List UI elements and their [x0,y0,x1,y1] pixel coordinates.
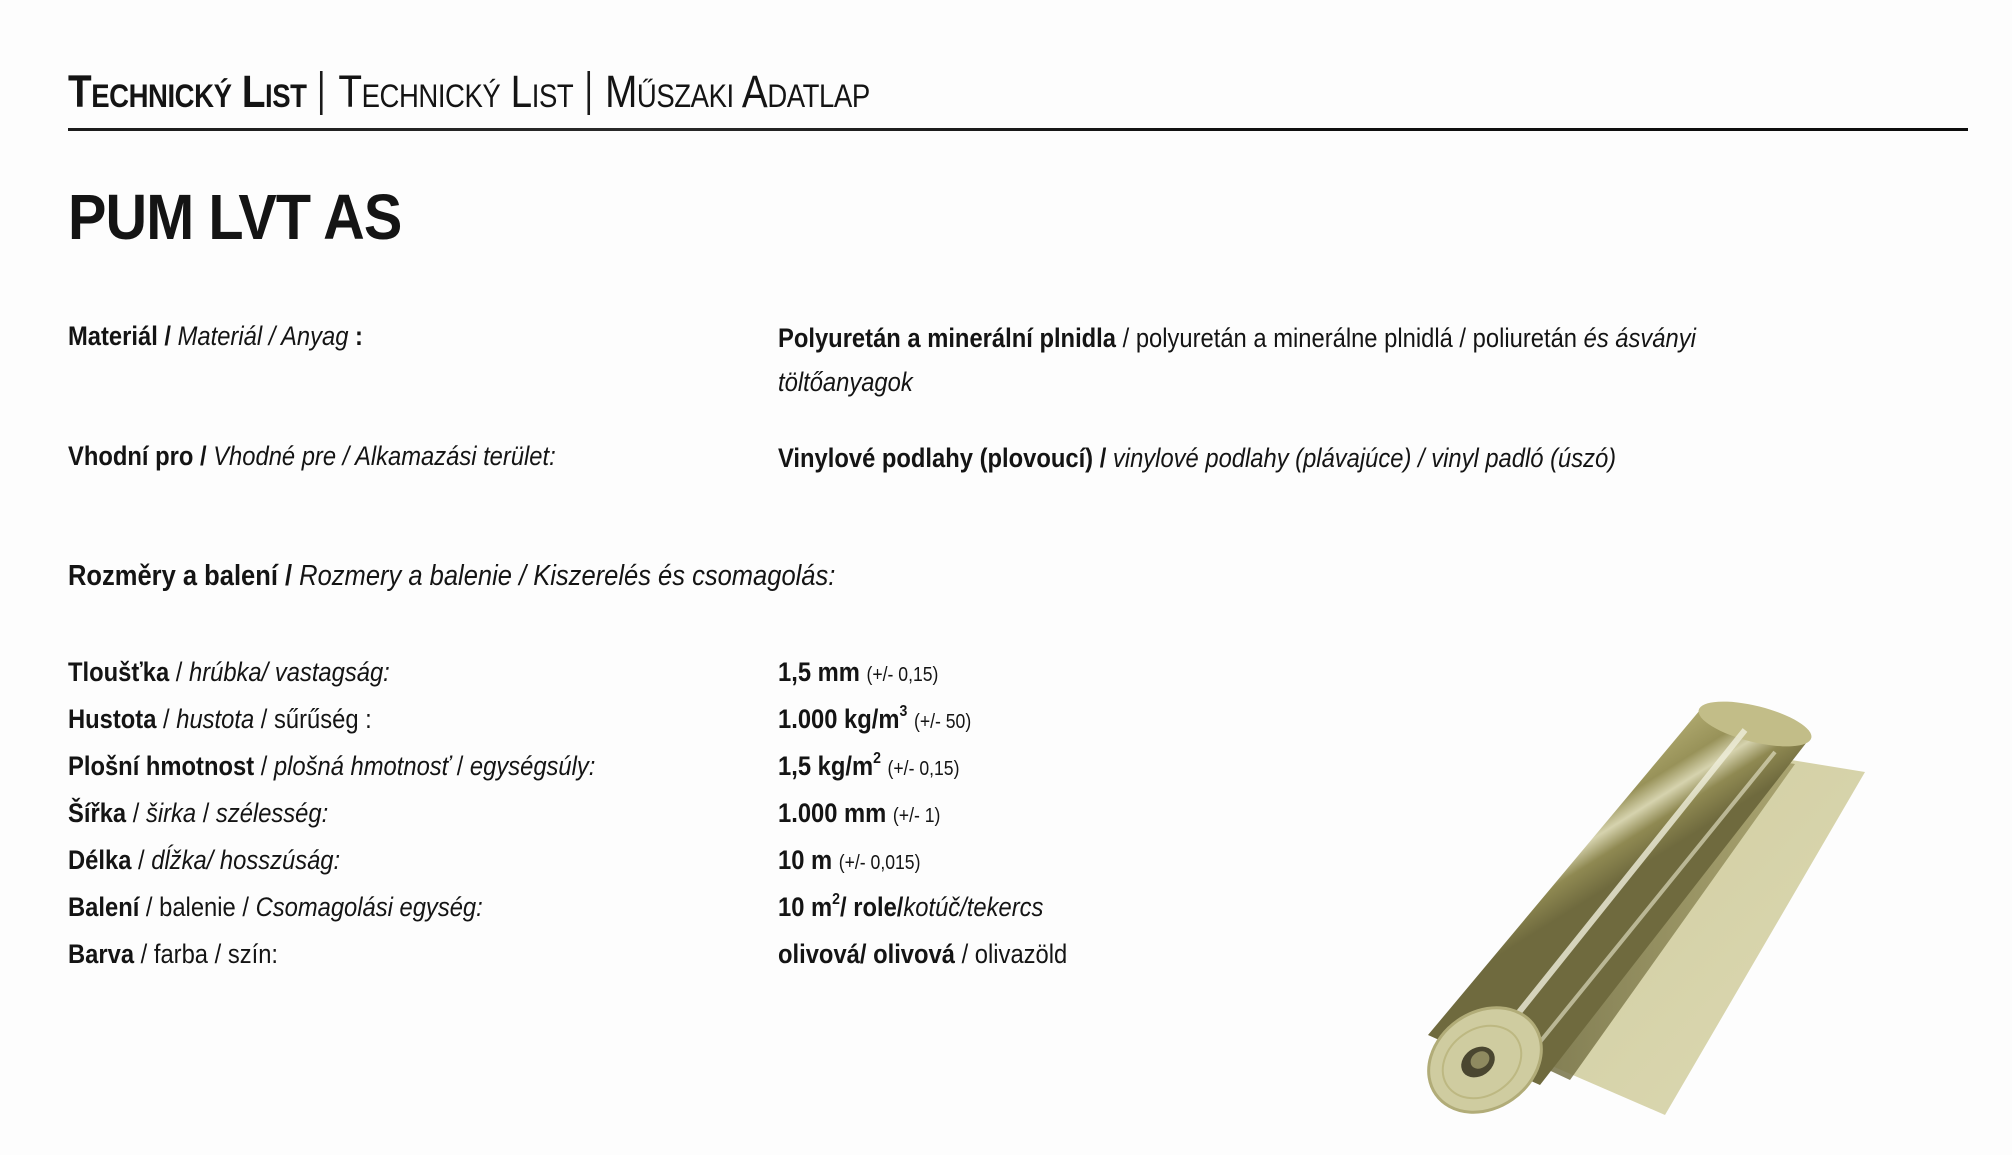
spec-label-hu: Csomagolási egység: [255,892,483,922]
spec-label-hu: egységsúly: [469,751,596,781]
underlay-roll-image [1400,690,1900,1140]
spec-superscript: 2 [873,750,881,767]
document-header [68,66,870,118]
spec-label-sk: farba [153,939,209,969]
material-value-sk: polyuretán a minerálne plnidlá [1135,323,1453,353]
dimensions-heading-hu: Kiszerelés és csomagolás: [533,560,836,592]
spec-label-hu: szélesség: [215,798,329,828]
spec-value-area-weight [778,748,959,787]
material-value-hu: poliuretán [1472,323,1577,353]
spec-label-cz: Hustota [68,704,157,734]
spec-value: 1,5 kg/m [778,751,874,781]
spec-value-sk: olivová [873,939,955,969]
spec-label-cz: Balení [68,892,140,922]
spec-label-cz: Tloušťka [68,657,170,687]
spec-value-cz: olivová/ [778,939,867,969]
dimensions-heading-sk: Rozmery a balenie [299,560,512,592]
header-divider [68,128,1968,131]
spec-value-thickness [778,654,938,693]
spec-tolerance: (+/- 0,15) [887,758,960,780]
material-label-sk: Materiál [177,321,263,351]
spec-value-width [778,795,940,834]
spec-value-hu: olivazöld [974,939,1068,969]
spec-superscript: 2 [832,891,840,908]
usage-value-sk: vinylové podlahy (plávajúce) [1112,443,1412,473]
usage-value-cz: Vinylové podlahy (plovoucí) [778,443,1094,473]
material-label-hu: Anyag [281,321,349,351]
label-colon: : [348,321,363,351]
usage-value-hu: vinyl padló (úszó) [1431,443,1617,473]
spec-label-hu: sűrűség : [274,704,372,734]
spec-tolerance: (+/- 50) [913,711,972,733]
spec-unit-hu: tekercs [966,892,1044,922]
spec-value-length [778,842,920,881]
spec-value: 1.000 mm [778,798,887,828]
spec-label-hu: vastagság: [274,657,390,687]
spec-tolerance: (+/- 0,015) [838,852,921,874]
spec-value-color: olivová/ olivová / olivazöld [778,939,1068,969]
spec-value: 1.000 kg/m [778,704,900,734]
spec-value: 10 m [778,845,833,875]
usage-label-hu: Alkamazási terület: [355,441,556,471]
material-value-line2: töltőanyagok [778,367,913,397]
spec-label-length: Délka / dĺžka/ hosszúság: [68,845,341,875]
spec-label-cz: Barva [68,939,135,969]
header-title-cz: Technický List [68,66,307,117]
spec-value: 1,5 mm [778,657,860,687]
spec-label-density: Hustota / hustota / sűrűség : [68,704,372,734]
spec-label-cz: Šířka [68,798,127,828]
spec-label-sk: širka [145,798,197,828]
spec-label-sk: hrúbka/ [188,657,269,687]
product-title: PUM LVT AS [68,181,402,253]
spec-label-sk: dĺžka/ [151,845,214,875]
spec-unit-sk: kotúč/ [903,892,967,922]
usage-label-cz: Vhodní pro [68,441,194,471]
header-separator [320,71,323,115]
dimensions-heading-cz: Rozměry a balení [68,560,278,592]
dimensions-heading: Rozměry a balení / Rozmery a balenie / Kiszerelés és csomagolás: [68,560,836,592]
spec-unit-cz: / role/ [839,892,904,922]
material-value-hu-italic: és ásványi [1583,323,1696,353]
spec-label-color: Barva / farba / szín: [68,939,279,969]
spec-label-packaging: Balení / balenie / Csomagolási egység: [68,892,483,922]
spec-label-sk: hustota [176,704,255,734]
material-label: Materiál / Materiál / Anyag : [68,321,363,351]
spec-value-packaging [778,889,1043,925]
spec-label-cz: Plošní hmotnost [68,751,255,781]
spec-superscript: 3 [899,703,908,720]
spec-tolerance: (+/- 1) [892,805,941,827]
spec-label-hu: szín: [227,939,279,969]
usage-value: Vinylové podlahy (plovoucí) / vinylové podlahy (plávajúce) / vinyl padló (úszó) [778,443,1617,473]
spec-label-hu: hosszúság: [219,845,341,875]
spec-label-sk: plošná hmotnosť [273,751,451,781]
usage-label: Vhodní pro / Vhodné pre / Alkamazási terület: [68,441,556,471]
spec-value-density [778,701,971,740]
header-separator [587,71,590,115]
spec-label-area-weight: Plošní hmotnost / plošná hmotnosť / egységsúly: [68,751,596,781]
usage-label-sk: Vhodné pre [213,441,337,471]
header-title-hu: Műszaki Adatlap [605,66,870,117]
spec-label-width: Šířka / širka / szélesség: [68,798,329,828]
spec-label-thickness: Tloušťka / hrúbka/ vastagság: [68,657,390,687]
header-title-sk: Technický List [338,66,574,117]
material-label-cz: Materiál [68,321,158,351]
spec-tolerance: (+/- 0,15) [866,664,939,686]
spec-label-cz: Délka [68,845,132,875]
spec-label-sk: balenie [159,892,236,922]
spec-value: 10 m [778,892,833,922]
material-value-cz: Polyuretán a minerální plnidla [778,323,1117,353]
material-value: Polyuretán a minerální plnidla / polyuretán a minerálne plnidlá / poliuretán és ásványi [778,323,1696,353]
